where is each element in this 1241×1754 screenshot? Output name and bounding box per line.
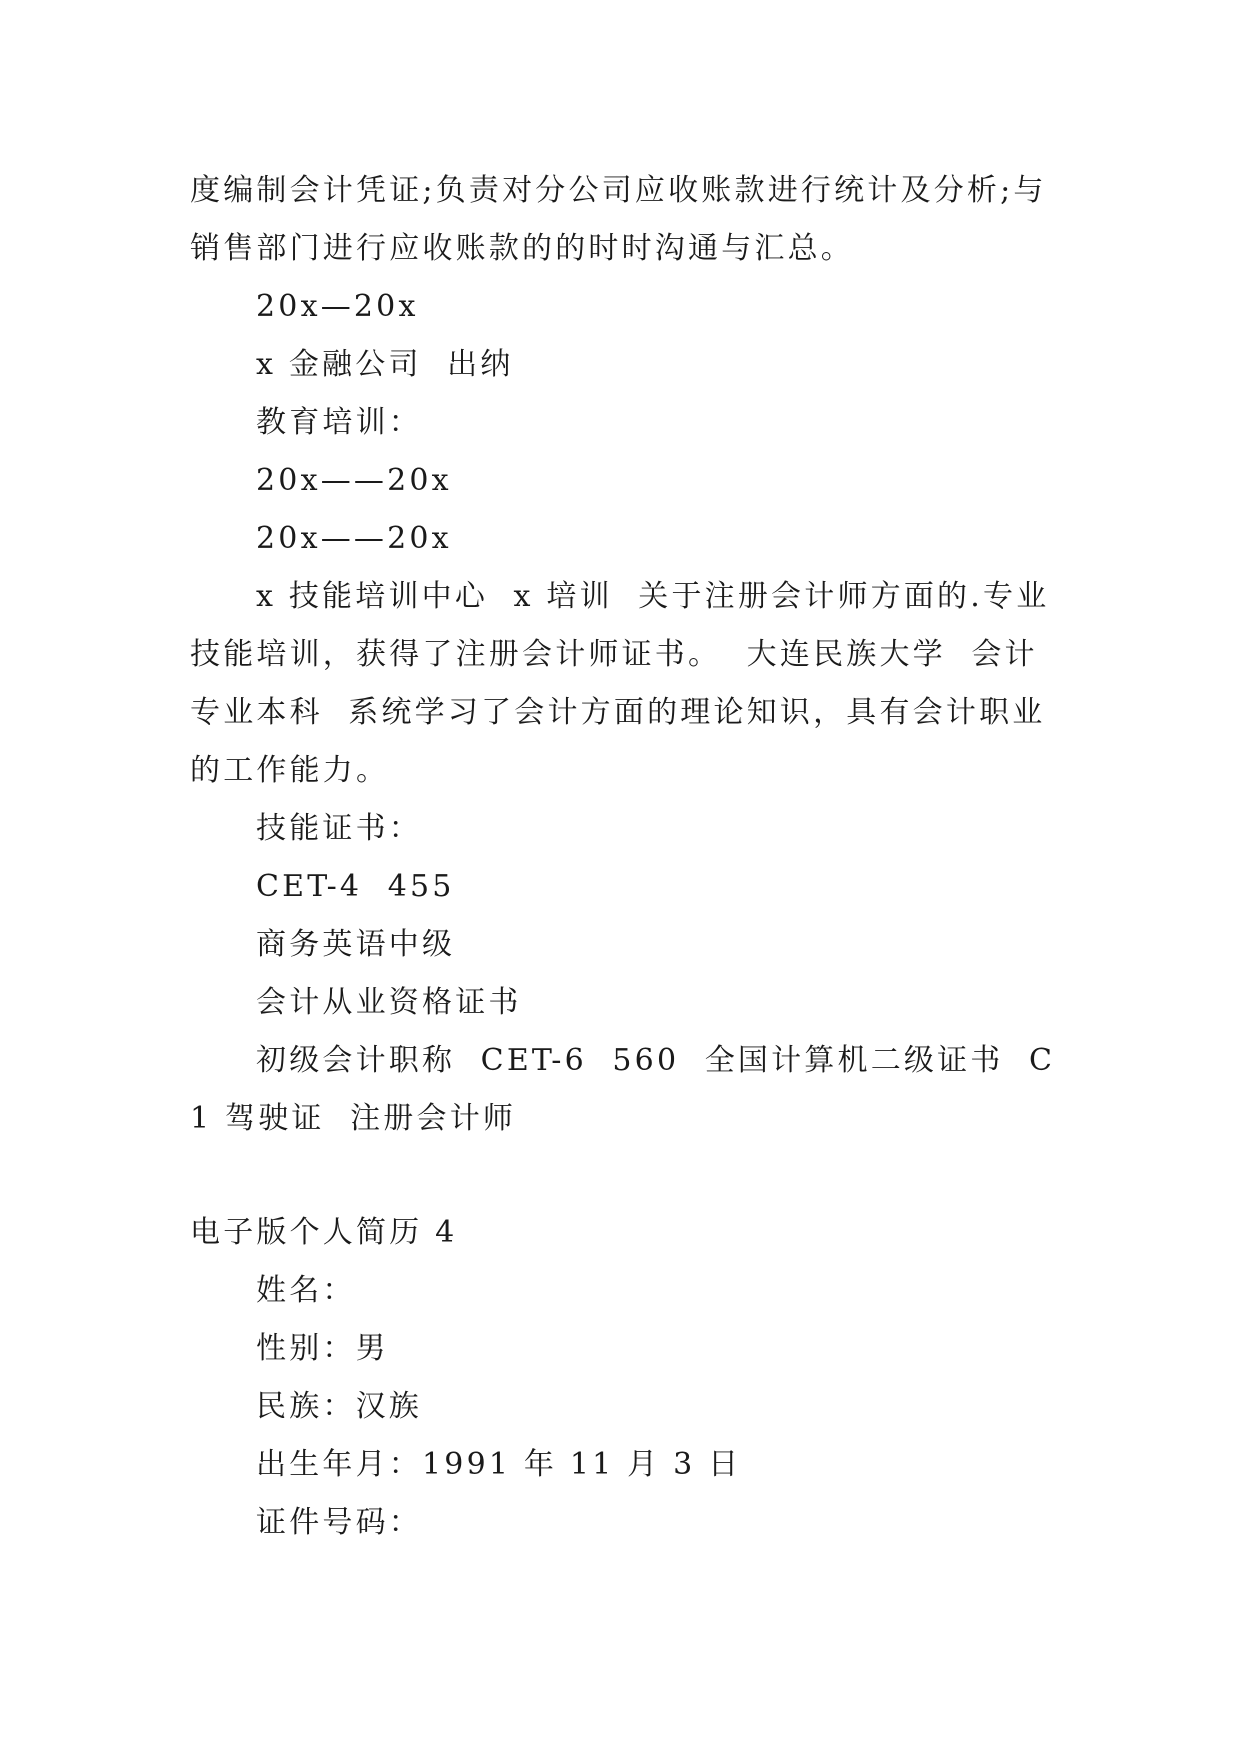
- text-line: 度编制会计凭证;负责对分公司应收账款进行统计及分析;与: [190, 173, 1047, 208]
- work-company-position: x 金融公司 出纳: [256, 347, 514, 382]
- training-paragraph: x 技能培训中心 x 培训 关于注册会计师方面的.专业技能培训，获得了注册会计师证书。 大连民族大学 会计专业本科 系统学习了会计方面的理论知识，具有会计职业的工作能力。: [190, 579, 1050, 788]
- gender-field: 性别：男: [256, 1331, 389, 1366]
- certificate-heading: 技能证书：: [256, 811, 422, 846]
- work-period: 20x—20x: [256, 289, 419, 324]
- certificate-item: 会计从业资格证书: [256, 985, 522, 1020]
- section-gap: [190, 1148, 1058, 1204]
- document-content: [190, 162, 1058, 1552]
- ethnicity-field: 民族：汉族: [256, 1389, 422, 1424]
- name-field: 姓名：: [256, 1273, 356, 1308]
- certificate-item: CET-4 455: [256, 869, 455, 904]
- education-period: 20x——20x: [256, 463, 452, 498]
- certificate-item: 商务英语中级: [256, 927, 456, 962]
- id-number-field: 证件号码：: [256, 1505, 422, 1540]
- certificate-paragraph: 初级会计职称 CET-6 560 全国计算机二级证书 C1 驾驶证 注册会计师: [190, 1043, 1056, 1136]
- text-line: 销售部门进行应收账款的的时时沟通与汇总。: [190, 231, 854, 266]
- education-period: 20x——20x: [256, 521, 452, 556]
- birth-date-field: 出生年月：1991 年 11 月 3 日: [256, 1447, 742, 1482]
- resume-title: 电子版个人简历 4: [190, 1215, 458, 1250]
- education-heading: 教育培训：: [256, 405, 422, 440]
